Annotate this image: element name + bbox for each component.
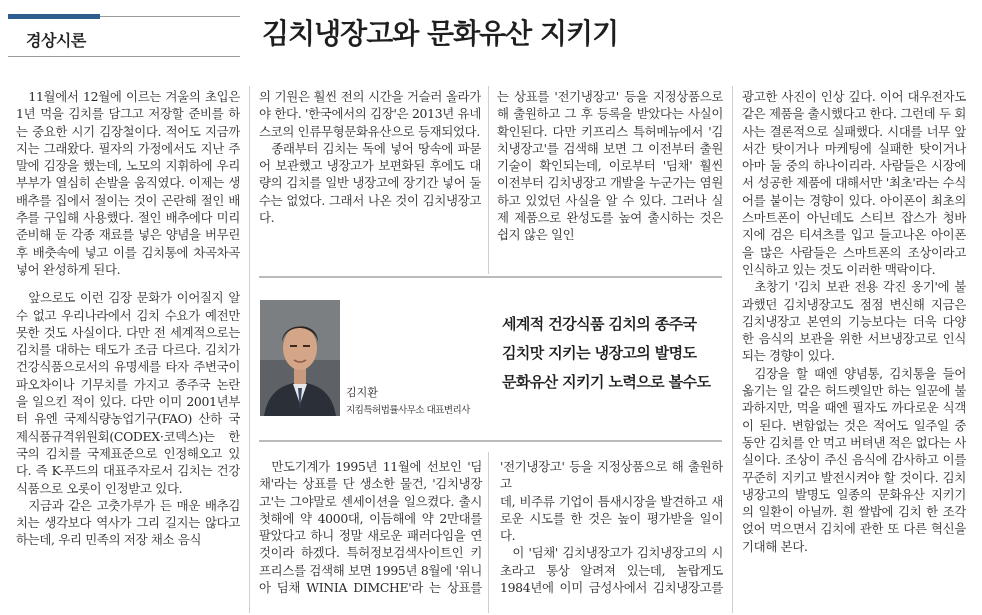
article-headline: 김치냉장고와 문화유산 지키기: [262, 17, 619, 50]
paragraph: 11월에서 12월에 이르는 겨울의 초입은 1년 먹을 김치를 담그고 저장할 준비를 하는 중요한 시기 김장철이다. 적어도 지금까지는 그래왔다. 필자의 가정에서도 지난 주말에 김장을 했는데, 노모의 지휘하에 우리 부부가 열심히 손발을 움직였다. 이제는 생배추를 집에서 절이는 것이 곤란해 절인 배추를 구입해 사용했다. 절인 배추에다 미리 준비해 둔 각종 재료를 넣은 양념을 버무린 후 배춧속에 넣고 이를 김치통에 차곡차곡 넣어 완성하게 된다.: [16, 89, 240, 277]
pull-quote-line: 문화유산 지키기 노력으로 볼수도: [502, 373, 711, 391]
column-divider: [249, 86, 250, 613]
article-column-4: [742, 88, 966, 613]
pull-quote-line: 김치맛 지키는 냉장고의 발명도: [502, 344, 697, 362]
article-column-2-top: [259, 88, 481, 268]
portrait-image: [260, 300, 340, 416]
column-divider: [488, 86, 489, 274]
paragraph: 광고한 사진이 인상 깊다. 이어 대우전자도 같은 제품을 출시했다고 한다. 그런데 두 회사는 결론적으로 실패했다. 시대를 너무 앞서간 탓이거나 마케팅에 실패한 탓이거나 아마 둘 중의 하나이리라. 사람들은 시장에서 성공한 제품에 대해서만 '최초'라는 수식어를 붙이는 경향이 있다. 아이폰이 최초의 스마트폰이 아닌데도 스티브 잡스가 청바지에 검은 티셔츠를 입고 들고나온 아이폰을 많은 사람들은 스마트폰의 조상이라고 인식하고 있는 것도 이러한 맥락이다.: [742, 89, 966, 277]
column-divider: [732, 86, 733, 613]
paragraph: 김장을 할 때엔 양념통, 김치통을 들어 옮기는 일 같은 허드렛일만 하는 일꾼에 불과하지만, 먹을 때엔 필자도 까다로운 식객이 된다. 변함없는 것은 적어도 일주일 중 동안 김치를 안 먹고 버텨낸 적은 없다는 사실이다. 조상이 주신 음식에 감사하고 이를 꾸준히 지키고 발전시켜야 할 것이다. 김치냉장고의 발명도 일종의 문화유산 지키기의 일환이 아닐까. 흰 쌀밥에 김치 한 조각 얹어 먹으면서 김치에 관한 또 다른 혁신을 기대해 본다.: [742, 365, 966, 554]
header-rule: [100, 16, 240, 17]
paragraph: 앞으로도 이런 김장 문화가 이어질지 알 수 없고 우리나라에서 김치 수요가 예전만 못한 것도 사실이다. 다만 전 세계적으로는 김치를 대하는 태도가 조금 다르다. 김치가 건강식품으로서의 유명세를 타자 주변국이 파오차이나 기무치를 가지고 종주국 논란을 일으킨 적이 있다. 다만 이미 2001년부터 유엔 국제식량농업기구(FAO) 산하 국제식품규격위원회(CODEX·코덱스)는 한국의 김치를 국제표준으로 인정해오고 있다. 즉 K-푸드의 대표주자로서 김치는 건강식품으로 오롯이 인정받고 있다.: [16, 290, 240, 496]
paragraph: 초창기 '김치 보관 전용 각진 옹기'에 불과했던 김치냉장고도 점점 변신해 지금은 김치냉장고 본연의 기능보다는 더욱 다양한 음식의 보관을 위한 서브냉장고로 인식되는 경향이 있다.: [742, 279, 966, 364]
author-photo: [260, 300, 340, 416]
pull-quote-line: 세계적 건강식품 김치의 종주국: [502, 315, 697, 333]
feature-top-rule: [259, 276, 722, 278]
paragraph: 데, 비주류 기업이 틈새시장을 발견하고 새로운 시도를 한 것은 높이 평가받을 일이다.: [500, 493, 723, 544]
paragraph: 의 기원은 훨씬 전의 시간을 거슬러 올라가야 한다. '한국에서의 김장'은 2013년 유네스코의 인류무형문화유산으로 등재되었다.: [259, 89, 481, 139]
feature-bottom-rule: [259, 440, 722, 442]
paragraph: 지금과 같은 고춧가루가 든 매운 배추김치는 생각보다 역사가 그리 길지는 않다고 하는데, 우리 민족의 저장 채소 음식: [16, 497, 240, 548]
paragraph: 종래부터 김치는 독에 넣어 땅속에 파묻어 보관했고 냉장고가 보편화된 후에도 대량의 김치를 일반 냉장고에 장기간 넣어 둘 수는 없었다. 그래서 나온 것이 김치냉장고다.: [259, 140, 481, 226]
section-label: 경상시론: [26, 31, 86, 50]
pull-quote: [502, 310, 732, 397]
paragraph: 만도기계가 1995년 11월에 선보인 '딤채'라는 상표를 단 생소한 물건, '김치냉장고'는 그야말로 센세이션을 일으켰다. 출시 첫해에 약 4000대, 이듬해에 약 2만대를 팔았다고 하니 정말 새로운 패러다임을 연 것이라 하겠다. 특허정보검색사이트인 키프리스를 검색해 보면 1995년 8월에 '위니아 딤채 WINIA DIMCHE'라 는 상표를 '전기냉장고' 등을 지정상품으로 해 출원하고: [259, 459, 723, 596]
article-column-2-3-bottom: [259, 458, 723, 613]
author-title: 지킴특허법률사무소 대표변리사: [346, 405, 470, 416]
section-rule: [8, 56, 240, 57]
article-column-1: [16, 88, 240, 613]
section-accent-bar: [8, 14, 100, 19]
article-column-3-top: [497, 88, 723, 268]
paragraph: 는 상표를 '전기냉장고' 등을 지정상품으로 해 출원하고 그 후 등록을 받았다는 사실이 확인된다. 다만 키프리스 특허메뉴에서 '김치냉장고'를 검색해 보면 그 이전부터 출원기술이 확인되는데, 이로부터 '딤채' 훨씬 이전부터 김치냉장고 개발을 누군가는 염원하고 있었던 사실을 알 수 있다. 그러나 실제 제품으로 완성도를 높여 출시하는 것은 쉽지 않은 일인: [497, 89, 723, 243]
author-name: 김지환: [346, 386, 378, 399]
paragraph: 이 '딤채' 김치냉장고가 김치냉장고의 시초라고 통상 알려져 있는데, 놀랍게도 1984년에 이미 금성사에서 김치냉장고를: [500, 545, 723, 596]
